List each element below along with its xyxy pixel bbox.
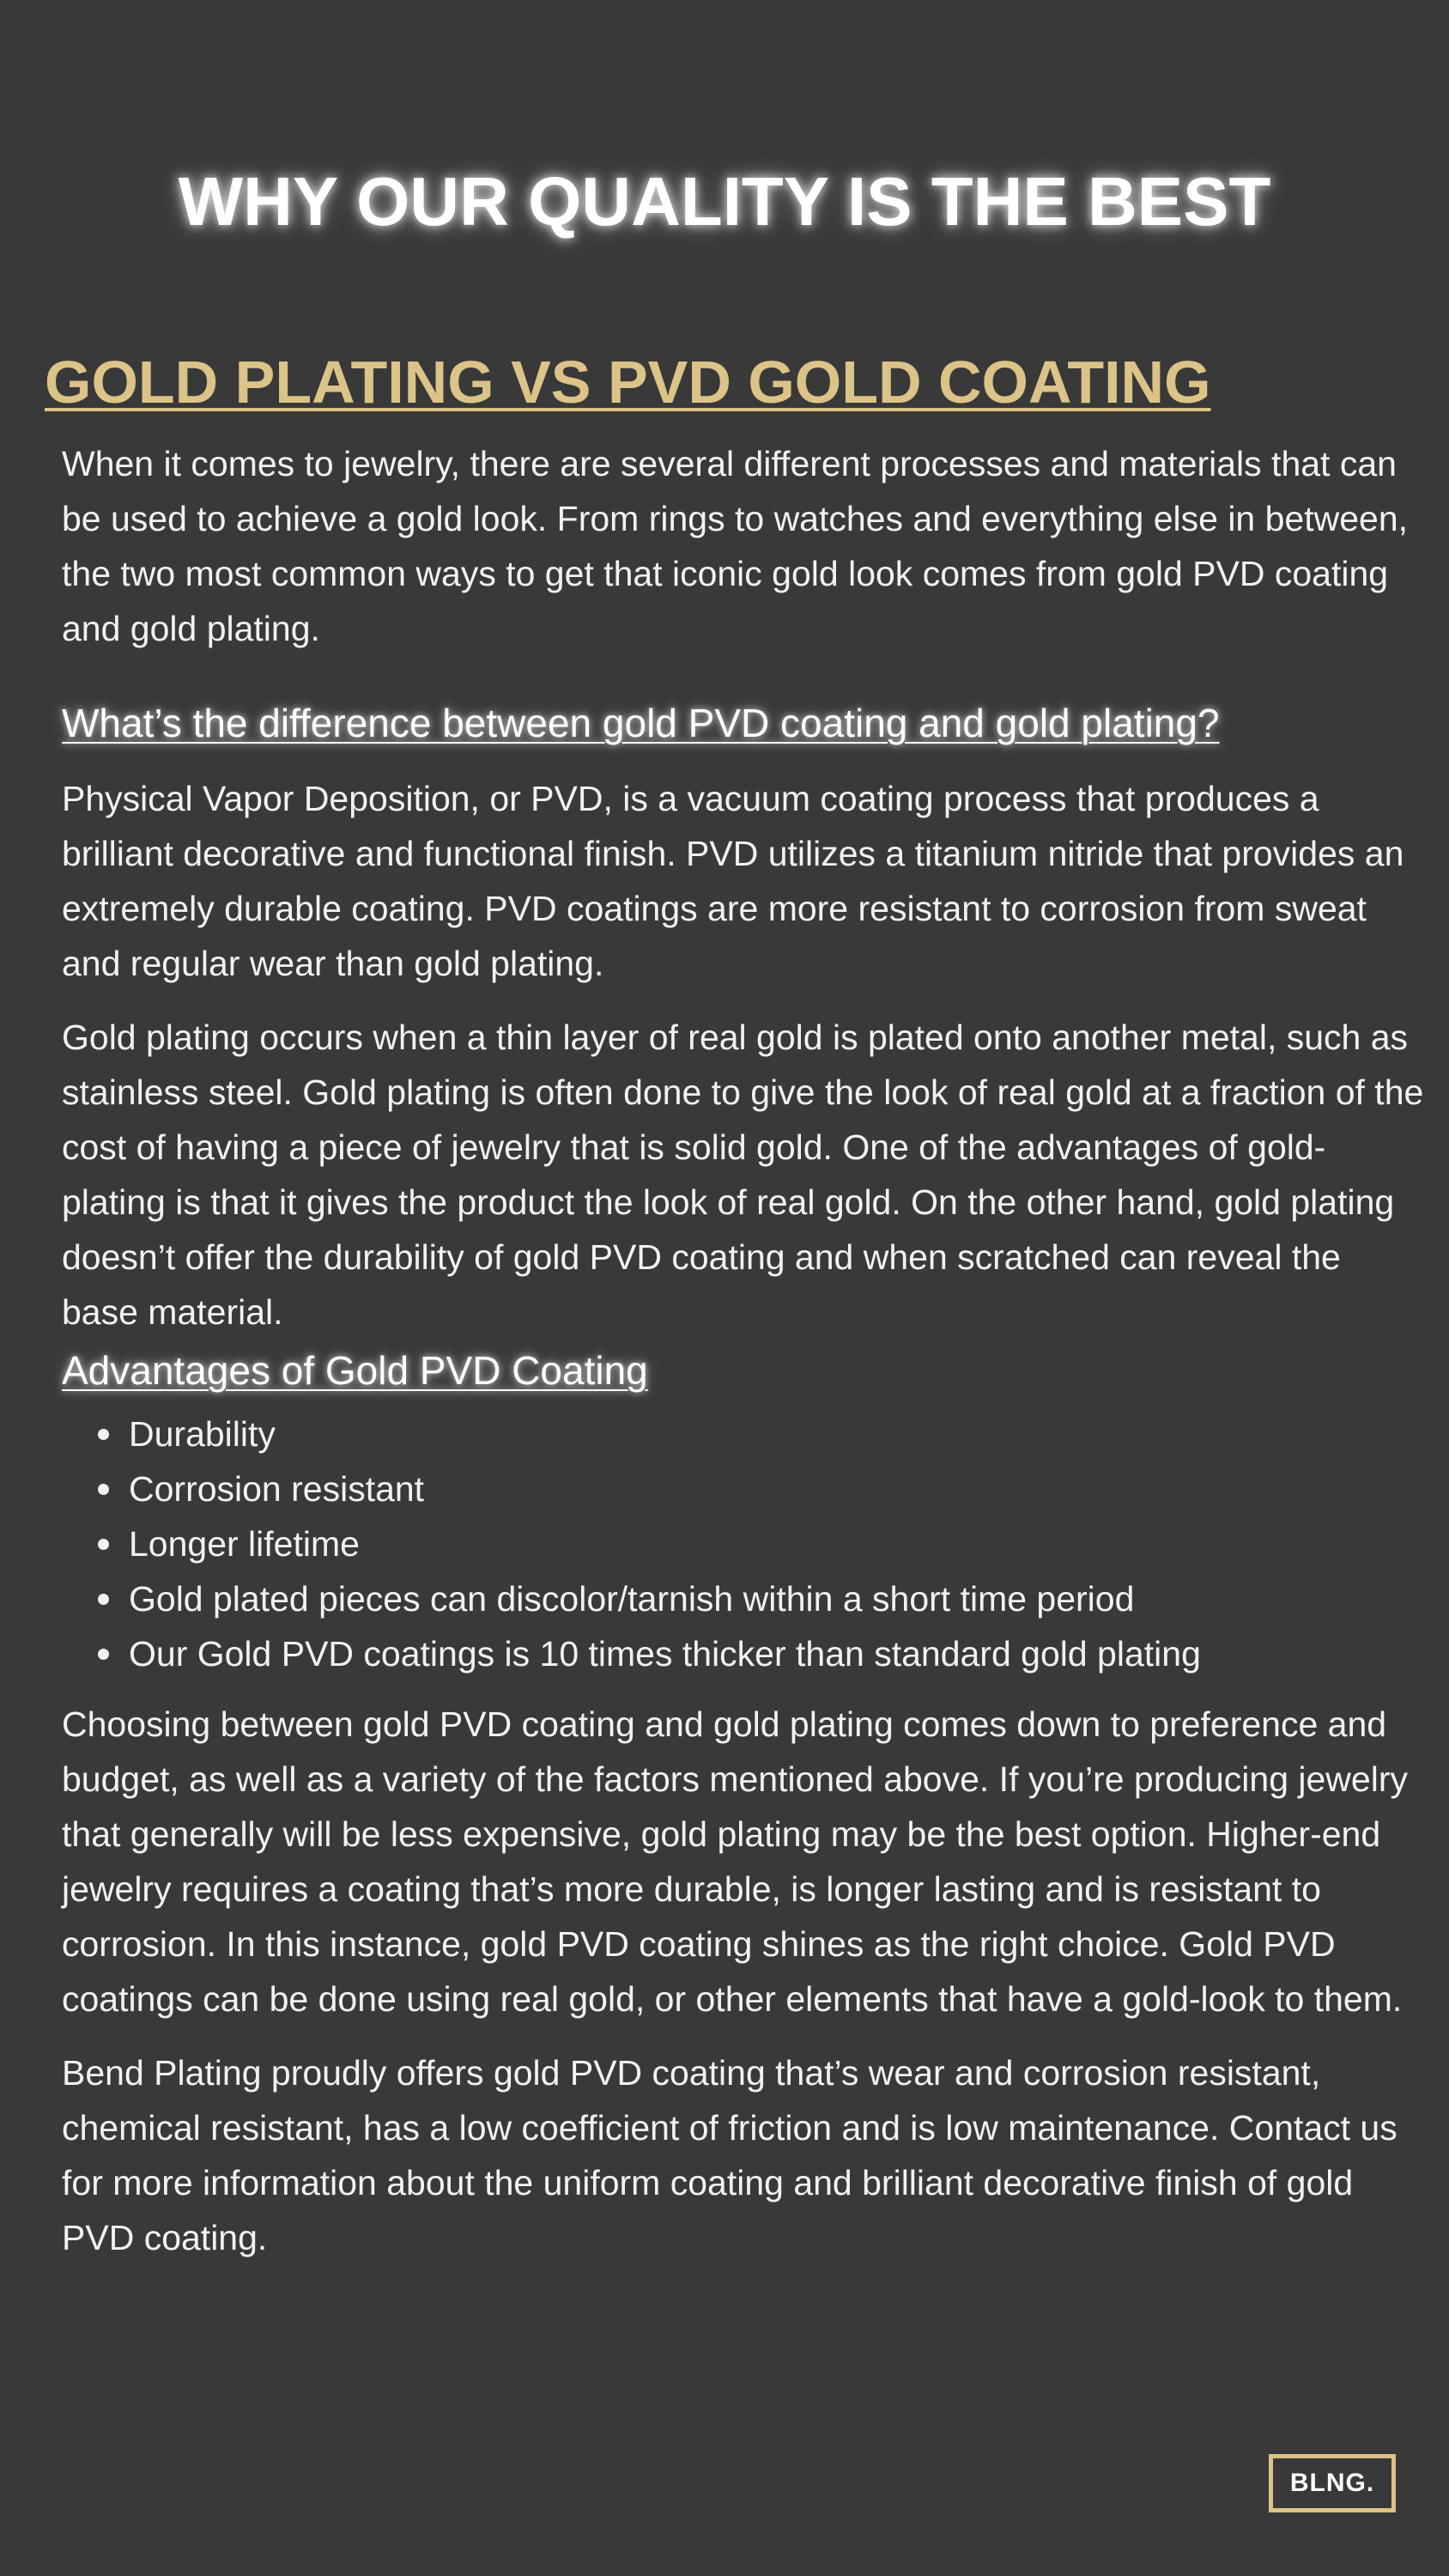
list-item: Our Gold PVD coatings is 10 times thicker than standard gold plating (129, 1626, 1427, 1681)
article-body (62, 436, 1427, 2265)
list-item: Longer lifetime (129, 1516, 1427, 1571)
choosing-paragraph: Choosing between gold PVD coating and gold plating comes down to preference and budget, as well as a variety of the factors mentioned above. If you’re producing jewelry that generally will be less expensive, gold plating may be the best option. Higher-end jewelry requires a coating that’s more durable, is longer lasting and is resistant to corrosion. In this instance, gold PVD coating shines as the right choice. Gold PVD coatings can be done using real gold, or other elements that have a gold-look to them. (62, 1704, 1408, 2019)
page-title: WHY OUR QUALITY IS THE BEST (178, 163, 1271, 240)
brand-logo-text: BLNG. (1289, 2469, 1375, 2497)
list-item: Corrosion resistant (129, 1461, 1427, 1516)
intro-paragraph: When it comes to jewelry, there are several different processes and materials that can be used to achieve a gold look. From rings to watches and everything else in between, the two most common ways to get that iconic gold look comes from gold PVD coating and gold plating. (62, 444, 1409, 648)
advantages-list (62, 1406, 1427, 1681)
advantages-heading: Advantages of Gold PVD Coating (62, 1348, 648, 1393)
pvd-paragraph: Physical Vapor Deposition, or PVD, is a vacuum coating process that produces a brilliant decorative and functional finish. PVD utilizes a titanium nitride that provides an extremely durable coating. PVD coatings are more resistant to corrosion from sweat and regular wear than gold plating. (62, 779, 1404, 983)
list-item: Durability (129, 1406, 1427, 1461)
plating-paragraph: Gold plating occurs when a thin layer of real gold is plated onto another metal, such as stainless steel. Gold plating is often done to give the look of real gold at a fraction of the cost of having a piece of jewelry that is solid gold. One of the advantages of gold-plating is that it gives the product the look of real gold. On the other hand, gold plating doesn’t offer the durability of gold PVD coating and when scratched can reveal the base material. (62, 1018, 1424, 1332)
brand-logo (1269, 2454, 1396, 2512)
closing-paragraph: Bend Plating proudly offers gold PVD coating that’s wear and corrosion resistant, chemical resistant, has a low coefficient of friction and is low maintenance. Contact us for more information about the uniform coating and brilliant decorative finish of gold PVD coating. (62, 2053, 1397, 2257)
difference-heading: What’s the difference between gold PVD coating and gold plating? (62, 701, 1220, 745)
article-title: GOLD PLATING VS PVD GOLD COATING (45, 349, 1211, 416)
list-item: Gold plated pieces can discolor/tarnish within a short time period (129, 1571, 1427, 1626)
